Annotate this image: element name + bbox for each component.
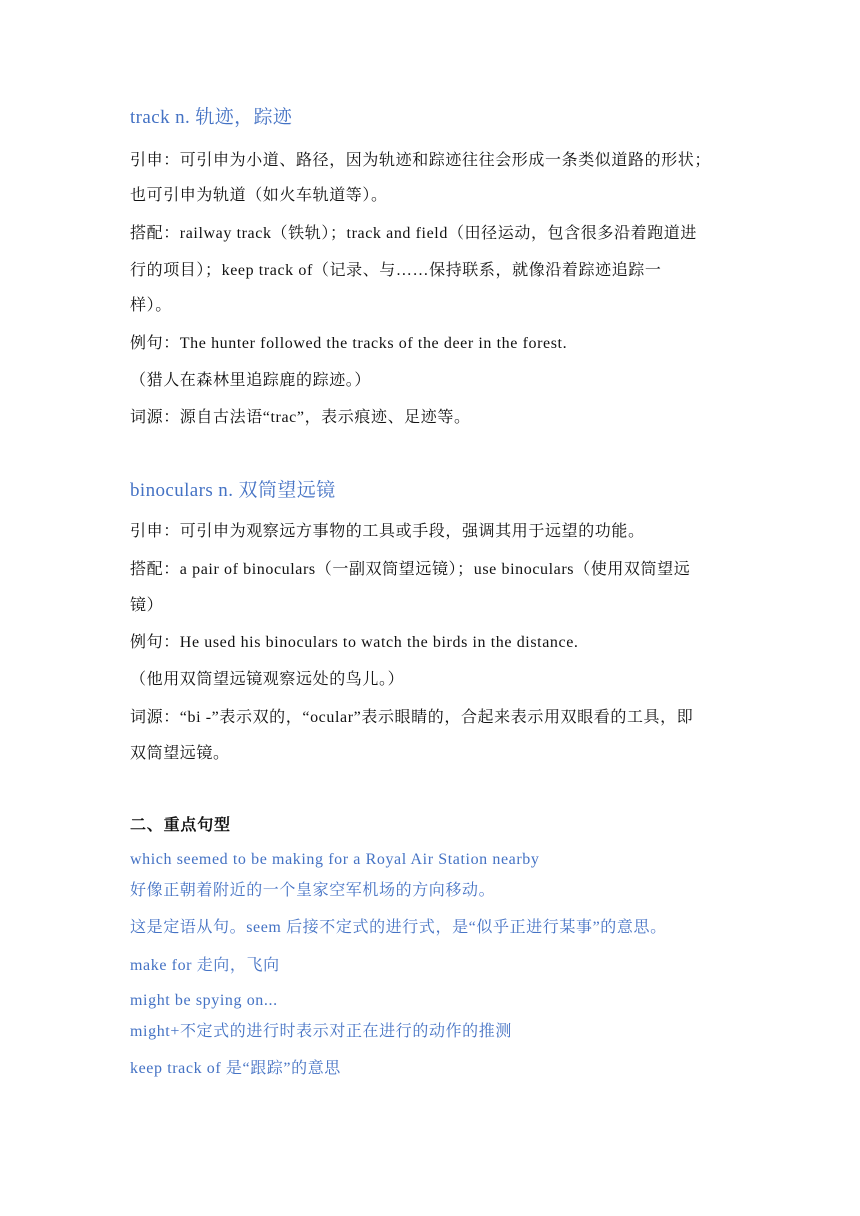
entry-translation: （猎人在森林里追踪鹿的踪迹。） xyxy=(130,372,372,389)
phrase-note: keep track of 是“跟踪”的意思 xyxy=(130,1060,341,1077)
entry-line: 搭配：railway track（铁轨）；track and field（田径运动，包含很多沿着跑道进 xyxy=(130,225,697,242)
entry-line: 镜） xyxy=(130,597,164,614)
entry-line: 行的项目）；keep track of（记录、与……保持联系，就像沿着踪迹追踪一 xyxy=(130,262,662,279)
entry-line: 搭配：a pair of binoculars（一副双筒望远镜）；use binoculars（使用双筒望远 xyxy=(130,561,691,578)
grammar-note: 这是定语从句。seem 后接不定式的进行式，是“似乎正进行某事”的意思。 xyxy=(130,919,667,936)
entry-line: 引申：可引申为观察远方事物的工具或手段，强调其用于远望的功能。 xyxy=(130,523,645,540)
entry-line: 样）。 xyxy=(130,297,172,314)
section-title: 二、重点句型 xyxy=(130,817,231,834)
entry-line: 也可引申为轨道（如火车轨道等）。 xyxy=(130,187,388,204)
key-sentence: which seemed to be making for a Royal Air Station nearby xyxy=(130,851,540,868)
entry-heading-binoculars: binoculars n. 双筒望远镜 xyxy=(130,480,336,501)
entry-heading-track: track n. 轨迹，踪迹 xyxy=(130,107,293,128)
grammar-note: might+不定式的进行时表示对正在进行的动作的推测 xyxy=(130,1023,512,1040)
entry-example: 例句：The hunter followed the tracks of the deer in the forest. xyxy=(130,335,568,352)
entry-etymology: 词源：源自古法语“trac”，表示痕迹、足迹等。 xyxy=(130,409,471,426)
key-sentence-translation: 好像正朝着附近的一个皇家空军机场的方向移动。 xyxy=(130,882,496,899)
phrase-note: make for 走向，飞向 xyxy=(130,957,280,974)
entry-translation: （他用双筒望远镜观察远处的鸟儿。） xyxy=(130,671,405,688)
entry-etymology: 词源：“bi -”表示双的，“ocular”表示眼睛的，合起来表示用双眼看的工具，即 xyxy=(130,709,694,726)
entry-etymology-cont: 双筒望远镜。 xyxy=(130,745,230,762)
entry-example: 例句：He used his binoculars to watch the birds in the distance. xyxy=(130,634,579,651)
entry-line: 引申：可引申为小道、路径，因为轨迹和踪迹往往会形成一条类似道路的形状； xyxy=(130,152,712,169)
phrase-note: might be spying on... xyxy=(130,992,278,1009)
